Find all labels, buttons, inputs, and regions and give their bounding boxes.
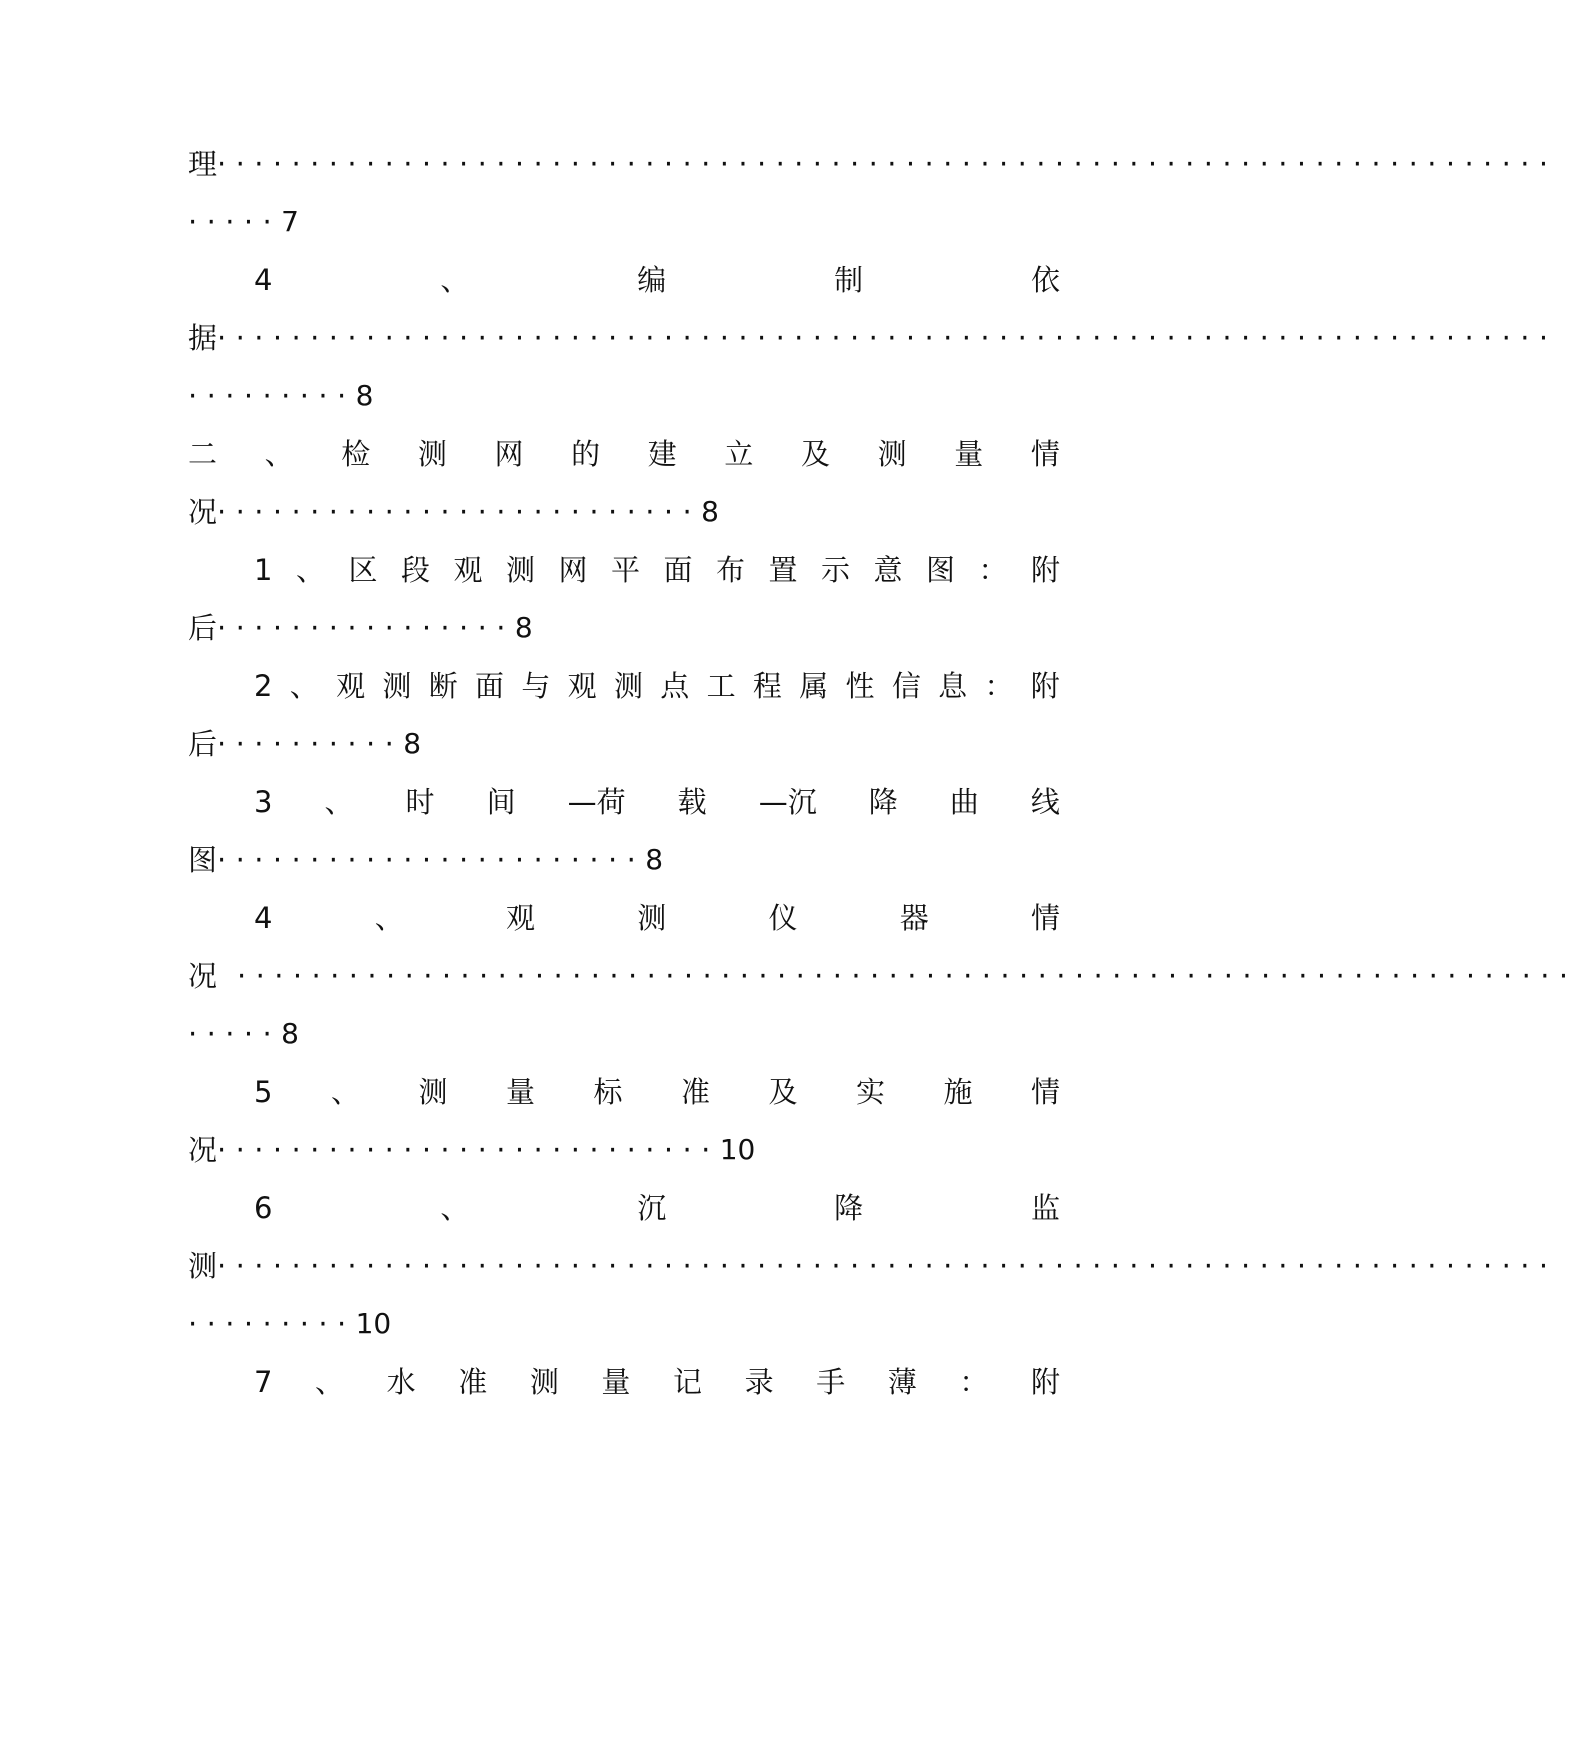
toc-char: 测 xyxy=(529,1365,559,1399)
toc-char: 情 xyxy=(1030,1075,1060,1109)
toc-char: 立 xyxy=(724,437,754,471)
toc-page-number: 10 xyxy=(719,1133,756,1166)
toc-char: 施 xyxy=(943,1075,973,1109)
toc-char: 测 xyxy=(877,437,907,471)
toc-char: ： xyxy=(978,553,1008,587)
toc-page-number: 8 xyxy=(701,495,719,528)
toc-leader-dots: ········································································ xyxy=(217,321,1558,355)
toc-leader-dots: ········· xyxy=(188,1307,356,1341)
toc-char: 、 xyxy=(324,785,354,819)
toc-leader-dots: ················ xyxy=(217,611,515,645)
toc-leader-dots: ········································································ xyxy=(217,1249,1558,1283)
toc-char: 信 xyxy=(891,669,921,703)
toc-leader-dots: ······················· xyxy=(217,843,646,877)
toc-char: 水 xyxy=(386,1365,416,1399)
toc-char: 7 xyxy=(254,1365,273,1399)
toc-char: 准 xyxy=(680,1075,710,1109)
toc-char: 4 xyxy=(254,901,273,935)
toc-char: 附 xyxy=(1030,669,1060,703)
toc-label: 况 xyxy=(188,1133,218,1167)
toc-char: 布 xyxy=(715,553,745,587)
toc-char: 降 xyxy=(834,1191,864,1225)
toc-char: 二 xyxy=(188,437,218,471)
toc-char: 性 xyxy=(845,669,875,703)
toc-line xyxy=(188,484,1060,540)
toc-label: 况 xyxy=(188,959,218,993)
toc-char: 意 xyxy=(873,553,903,587)
toc-char: 面 xyxy=(663,553,693,587)
toc-char: 点 xyxy=(660,669,690,703)
toc-char: 线 xyxy=(1030,785,1060,819)
toc-char: 断 xyxy=(428,669,458,703)
toc-char: 沉 xyxy=(637,1191,667,1225)
toc-char: 3 xyxy=(254,785,273,819)
toc-page-number: 8 xyxy=(355,379,374,412)
toc-char: 手 xyxy=(816,1365,846,1399)
toc-line xyxy=(188,1122,1060,1178)
toc-char: 降 xyxy=(868,785,898,819)
toc-page-number: 8 xyxy=(403,727,422,760)
toc-page-number: 8 xyxy=(645,843,664,876)
toc-char: 情 xyxy=(1030,901,1060,935)
toc-line xyxy=(188,136,1558,192)
toc-label: 理 xyxy=(188,147,218,181)
toc-char: 测 xyxy=(417,437,447,471)
toc-char: 属 xyxy=(799,669,829,703)
toc-line xyxy=(188,1296,1060,1352)
toc-line xyxy=(188,948,1578,1004)
toc-char: 编 xyxy=(637,263,667,297)
toc-leader-dots: ·························· xyxy=(217,495,702,529)
toc-label: 后 xyxy=(188,727,218,761)
toc-page-number: 7 xyxy=(281,205,299,238)
toc-char: 测 xyxy=(637,901,667,935)
toc-char: —荷 xyxy=(567,785,626,819)
toc-char: 区 xyxy=(348,553,378,587)
toc-char: 网 xyxy=(558,553,588,587)
toc-char: 、 xyxy=(315,1365,345,1399)
toc-char: 检 xyxy=(341,437,371,471)
toc-label: 据 xyxy=(188,321,218,355)
toc-char: 制 xyxy=(834,263,864,297)
toc-char: 附 xyxy=(1030,553,1060,587)
toc-char: 的 xyxy=(571,437,601,471)
toc-char: 、 xyxy=(264,437,294,471)
toc-char: 附 xyxy=(1030,1365,1060,1399)
toc-char: 与 xyxy=(521,669,551,703)
toc-char: 观 xyxy=(505,901,535,935)
toc-char: ： xyxy=(984,669,1014,703)
toc-char: 薄 xyxy=(887,1365,917,1399)
toc-page-number: 10 xyxy=(355,1307,392,1340)
toc-char: 监 xyxy=(1030,1191,1060,1225)
toc-char: 示 xyxy=(820,553,850,587)
toc-char: 1 xyxy=(254,553,273,587)
toc-char: 观 xyxy=(567,669,597,703)
toc-char: 网 xyxy=(494,437,524,471)
toc-line xyxy=(188,194,1060,250)
toc-label: 测 xyxy=(188,1249,218,1283)
toc-char: —沉 xyxy=(758,785,817,819)
toc-line xyxy=(188,1006,1060,1062)
toc-char: 量 xyxy=(505,1075,535,1109)
toc-char: 平 xyxy=(610,553,640,587)
toc-char: 段 xyxy=(400,553,430,587)
toc-char: 工 xyxy=(706,669,736,703)
toc-leader-dots: ········································································ xyxy=(237,959,1578,993)
toc-char: 依 xyxy=(1030,263,1060,297)
toc-line xyxy=(188,310,1558,366)
toc-leader-dots: ··························· xyxy=(217,1133,720,1167)
toc-heading xyxy=(254,1180,1060,1236)
toc-char: 5 xyxy=(254,1075,273,1109)
toc-char: 、 xyxy=(289,669,319,703)
toc-char: 4 xyxy=(254,263,273,297)
toc-line xyxy=(188,1238,1558,1294)
toc-heading xyxy=(254,252,1060,308)
toc-heading xyxy=(254,1064,1060,1120)
toc-char: 准 xyxy=(458,1365,488,1399)
toc-char: 仪 xyxy=(768,901,798,935)
toc-line xyxy=(188,368,1060,424)
toc-char: 建 xyxy=(647,437,677,471)
toc-char: 测 xyxy=(505,553,535,587)
toc-label: 后 xyxy=(188,611,218,645)
toc-heading xyxy=(254,890,1060,946)
toc-char: 测 xyxy=(418,1075,448,1109)
toc-line xyxy=(188,716,1060,772)
toc-char: 、 xyxy=(374,901,404,935)
toc-page-number: 8 xyxy=(514,611,533,644)
toc-char: 标 xyxy=(593,1075,623,1109)
toc-leader-dots: ····· xyxy=(188,205,282,239)
toc-char: 记 xyxy=(673,1365,703,1399)
toc-char: 2 xyxy=(254,669,273,703)
toc-char: 程 xyxy=(752,669,782,703)
toc-char: 录 xyxy=(744,1365,774,1399)
toc-leader-dots: ········· xyxy=(188,379,356,413)
toc-char: 器 xyxy=(899,901,929,935)
toc-heading xyxy=(254,658,1060,714)
toc-char: 、 xyxy=(295,553,325,587)
toc-char: 载 xyxy=(677,785,707,819)
toc-leader-dots: ·········· xyxy=(217,727,404,761)
toc-label: 况 xyxy=(188,495,218,529)
toc-char: 情 xyxy=(1030,437,1060,471)
toc-char: 面 xyxy=(475,669,505,703)
toc-char: 息 xyxy=(938,669,968,703)
toc-char: 及 xyxy=(768,1075,798,1109)
toc-char: 测 xyxy=(613,669,643,703)
toc-char: 观 xyxy=(453,553,483,587)
toc-char: 观 xyxy=(336,669,366,703)
toc-char: 量 xyxy=(601,1365,631,1399)
toc-char: 间 xyxy=(486,785,516,819)
toc-char: 及 xyxy=(801,437,831,471)
toc-char: 、 xyxy=(440,263,470,297)
toc-line xyxy=(188,600,1060,656)
toc-char: 时 xyxy=(405,785,435,819)
toc-section-heading xyxy=(188,426,1060,482)
toc-char: 、 xyxy=(330,1075,360,1109)
toc-leader-dots: ········································································ xyxy=(217,147,1558,181)
toc-heading xyxy=(254,542,1060,598)
toc-char: ： xyxy=(959,1365,989,1399)
toc-char: 置 xyxy=(768,553,798,587)
toc-char: 量 xyxy=(954,437,984,471)
toc-heading xyxy=(254,1354,1060,1410)
toc-char: 测 xyxy=(382,669,412,703)
toc-heading xyxy=(254,774,1060,830)
toc-leader-dots: ····· xyxy=(188,1017,282,1051)
toc-char: 实 xyxy=(855,1075,885,1109)
toc-char: 6 xyxy=(254,1191,273,1225)
toc-char: 图 xyxy=(925,553,955,587)
toc-char: 、 xyxy=(440,1191,470,1225)
toc-page-number: 8 xyxy=(281,1017,299,1050)
toc-char: 曲 xyxy=(949,785,979,819)
toc-line xyxy=(188,832,1060,888)
toc-label: 图 xyxy=(188,843,218,877)
